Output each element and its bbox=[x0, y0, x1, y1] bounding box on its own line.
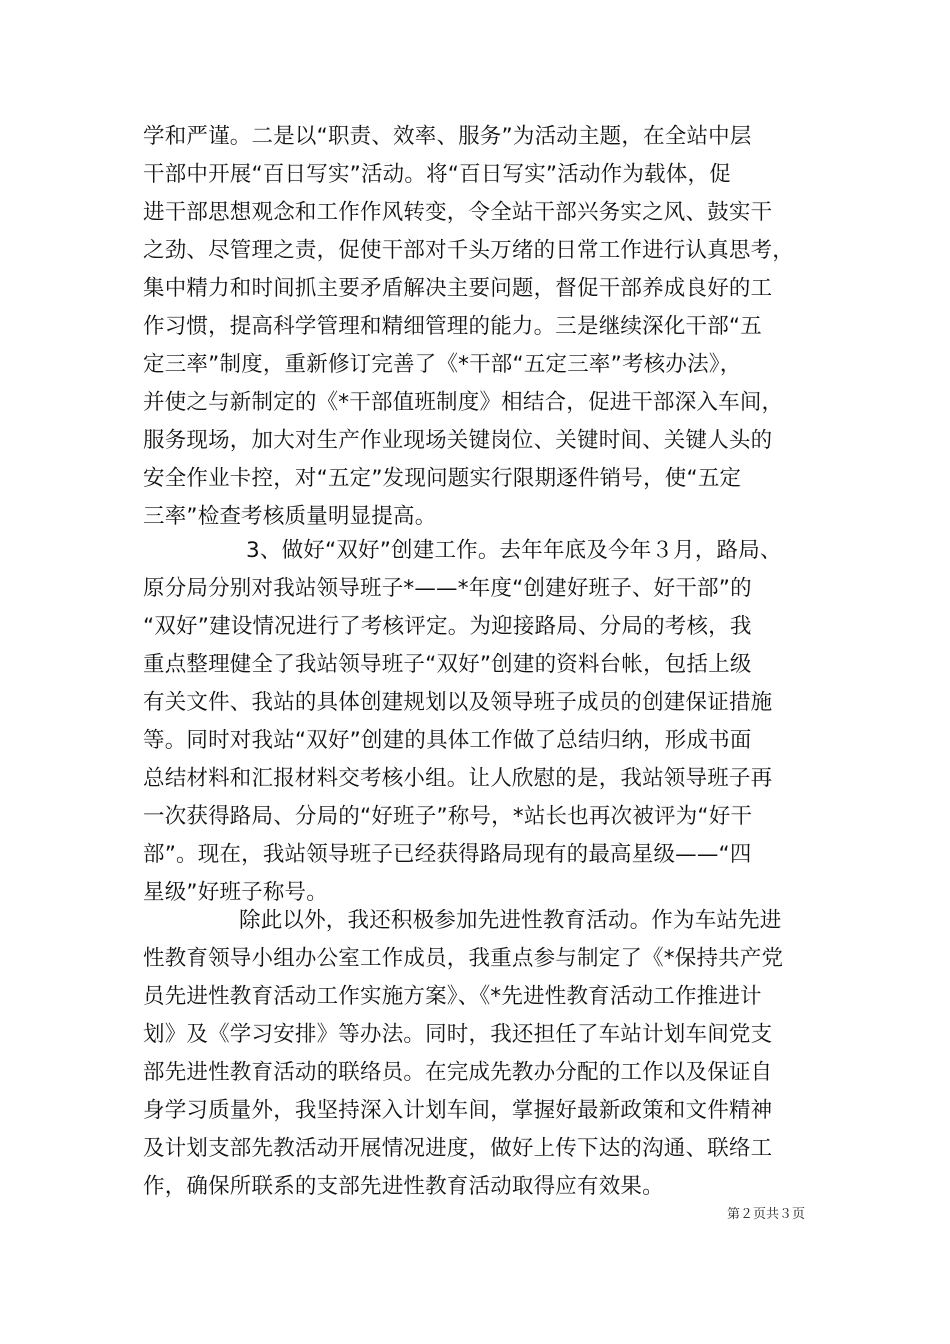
text-line: 进干部思想观念和工作作风转变，令全站干部兴务实之风、鼓实干 bbox=[143, 200, 773, 225]
text-line: 干部中开展“百日写实”活动。将“百日写实”活动作为载体，促 bbox=[143, 162, 731, 187]
text-line: 部”。现在，我站领导班子已经获得路局现有的最高星级——“四 bbox=[143, 842, 752, 867]
text-line: 部先进性教育活动的联络员。在完成先教办分配的工作以及保证自 bbox=[143, 1060, 773, 1085]
text-line: 服务现场，加大对生产作业现场关键岗位、关键时间、关键人头的 bbox=[143, 428, 773, 453]
text-line: 等。同时对我站“双好”创建的具体工作做了总结归纳，形成书面 bbox=[143, 728, 752, 753]
text-line: 及计划支部先教活动开展情况进度，做好上传下达的沟通、联络工 bbox=[143, 1136, 773, 1161]
text-line: 定三率”制度，重新修订完善了《*干部“五定三率”考核办法》， bbox=[143, 352, 742, 377]
text-line: 作习惯，提高科学管理和精细管理的能力。三是继续深化干部“五 bbox=[143, 314, 762, 339]
text-line: 身学习质量外，我坚持深入计划车间，掌握好最新政策和文件精神 bbox=[143, 1098, 773, 1123]
text-line: 总结材料和汇报材料交考核小组。让人欣慰的是，我站领导班子再 bbox=[143, 766, 773, 791]
paragraph-cadre-work bbox=[143, 118, 809, 536]
text-line: 一次获得路局、分局的“好班子”称号，*站长也再次被评为“好干 bbox=[143, 804, 753, 829]
text-line: 原分局分别对我站领导班子*——*年度“创建好班子、好干部”的 bbox=[143, 576, 752, 601]
text-line: 员先进性教育活动工作实施方案》、《*先进性教育活动工作推进计 bbox=[143, 984, 762, 1009]
paragraph-advanced-education bbox=[143, 902, 809, 1206]
text-line: 有关文件、我站的具体创建规划以及领导班子成员的创建保证措施 bbox=[143, 690, 773, 715]
text-line: 之劲、尽管理之责，促使干部对千头万绪的日常工作进行认真思考， bbox=[143, 238, 795, 263]
text-line: 除此以外，我还积极参加先进性教育活动。作为车站先进 bbox=[239, 908, 782, 933]
text-line: 并使之与新制定的《*干部值班制度》相结合，促进干部深入车间， bbox=[143, 390, 784, 415]
text-line: 性教育领导小组办公室工作成员，我重点参与制定了《*保持共产党 bbox=[143, 946, 784, 971]
text-line: 划》及《学习安排》等办法。同时，我还担任了车站计划车间党支 bbox=[143, 1022, 773, 1047]
text-line: “双好”建设情况进行了考核评定。为迎接路局、分局的考核，我 bbox=[143, 614, 752, 639]
text-line: 集中精力和时间抓主要矛盾解决主要问题，督促干部养成良好的工 bbox=[143, 276, 773, 301]
text-line: 重点整理健全了我站领导班子“双好”创建的资料台帐，包括上级 bbox=[143, 652, 752, 677]
text-line: 三率”检查考核质量明显提高。 bbox=[143, 504, 437, 529]
text-line: 作，确保所联系的支部先进性教育活动取得应有效果。 bbox=[143, 1174, 664, 1199]
text-line: 学和严谨。二是以“职责、效率、服务”为活动主题，在全站中层 bbox=[143, 124, 752, 149]
text-line: 安全作业卡控，对“五定”发现问题实行限期逐件销号，使“五定 bbox=[143, 466, 742, 491]
paragraph-double-good bbox=[143, 532, 809, 912]
text-line: 星级”好班子称号。 bbox=[143, 880, 328, 905]
page-number-footer: 第２页共３页 bbox=[726, 1207, 805, 1222]
text-line: 3、做好“双好”创建工作。去年年底及今年３月，路局、 bbox=[246, 538, 782, 563]
